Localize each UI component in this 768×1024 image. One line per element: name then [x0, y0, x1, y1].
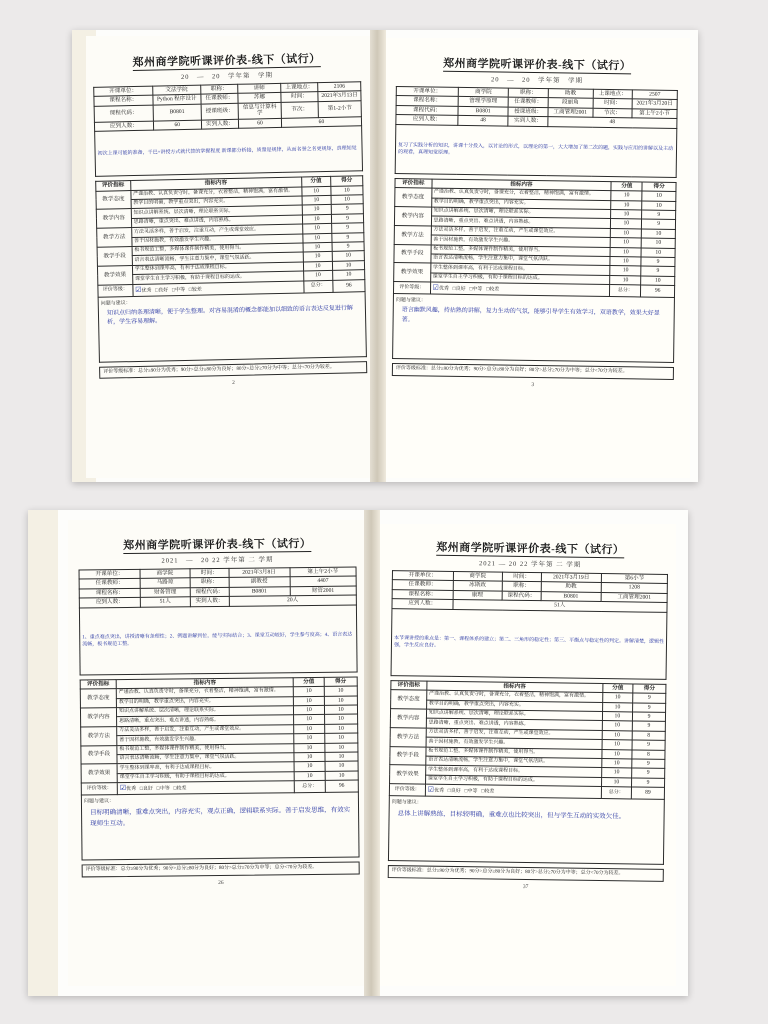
- form-subtitle: 20 — 20 学年第 学期: [180, 72, 274, 81]
- grade-options: ☑优秀 □良好 □中等 □较差: [133, 281, 304, 296]
- table-row: 教学内容 知识点讲解系统、层次清晰，理论联系实际。 10 10: [80, 705, 357, 717]
- table-row: 教学内容 知识点讲解系统、层次清晰，理论联系实际。 10 9: [390, 709, 665, 722]
- page-number: 37: [522, 883, 529, 890]
- form-3: [78, 535, 360, 887]
- note-text: 知识点归纳条理清晰，便于学生整理。对容易混淆的概念都能加以细致的语言表达反复进行解析，学生容易理解。: [106, 304, 353, 326]
- value-period: 第1-2小节: [318, 101, 361, 118]
- value-college: 商学院: [458, 87, 509, 97]
- value-code: B0801: [458, 106, 509, 116]
- table-row: 教学目的明确，教学重点突出，内容充实。 10 10: [96, 195, 363, 210]
- grade-row: 评价等级： ☑优秀 □良好 □中等 □较差 总分： 96: [393, 282, 674, 298]
- page-number: 26: [218, 879, 224, 886]
- bottom-photo: [28, 510, 688, 996]
- value-college: 商学院: [453, 571, 503, 581]
- value-period: 第6小节: [601, 574, 667, 584]
- table-row: 教学内容 知识点讲解系统、层次清晰，理论联系实际。 10 9: [96, 204, 363, 219]
- table-row: 教学态度 严谨治教、认真负责守时，备课充分，衣着整洁，精神饱满，富有激情。 10 10: [395, 188, 676, 201]
- form-top-note: 复习了实践分析的知识，讲课十分投入，以讨论的形式，以理论的第一，大大增加了第二次的题，实践与应用的讲解以及主动的观看，真理知觉原理。: [397, 143, 674, 156]
- footer-standard: 评价等级标准：总分≥90分为优秀；90分>总分≥80分为良好；80分>总分≥70分为中等；总分<70分为较差。: [388, 865, 664, 881]
- form-header-table: 开课单位： 商学院 时间： 2021年3月19日 第6小节 任课教师： 冰斯政 职称： 助教 1208 课程名称： 康理 课程代码： B0801 工商管理2001 应到人数： 51人 本节课讲授的重点是：第一、课程体系的建立；第二、三角形的稳定性；第三、平衡点与稳定性的判定。讲解清楚，逻辑性强，学生反应良好。: [391, 570, 668, 680]
- table-row: 教学手段 板书规范工整，多媒体课件制作精美，使用得当。 10 8: [390, 746, 665, 759]
- total-score: 96: [325, 780, 358, 792]
- grade-row: 评价等级： ☑优秀 □良好 □中等 □较差 总分： 96: [81, 780, 358, 795]
- value-code: B0801: [541, 592, 602, 602]
- top-photo: [72, 30, 698, 482]
- note-section: 问题与建议： 总体上讲解熟练，目标较明确，重难点也比较突出，但与学生互动的实效欠佳。: [388, 796, 665, 865]
- table-row: 教学效果 学生整体到课率高，有利于达成课程目标。 10 9: [394, 263, 675, 276]
- table-row: 教学目的明确，教学重点突出，内容充实。 10 10: [80, 696, 357, 708]
- value-college: 文法学院: [152, 85, 200, 95]
- table-row: 教学手段 板书规范工整，多媒体课件制作精美，使用得当。 10 9: [97, 242, 364, 257]
- form-top-note: 1、重点难点突出，讲授清晰有条理性；2、例题讲解到位，能与实际结合；3、课堂互动较好，学生参与度高；4、语言表达流畅，板书规范工整。: [82, 632, 353, 648]
- value-teacher: 苏娜: [238, 93, 281, 103]
- form-title: 郑州商学院听课评价表-线下（试行）: [436, 541, 625, 557]
- value-rank: 助教: [541, 582, 602, 592]
- form-subtitle: 2021 — 20 22 学年第 二 学期: [161, 556, 274, 565]
- form-header-table: 开课单位： 商学院 时间： 2021年3月8日 第上午2小节 任课教师： 马路琼 职称： 副教授 4407 课程名称： 财务管理 课程代码： B0801 财管2001 应到人数： 51人 实到人数： 20人 1、重点难点突出，讲授清晰有条理性；2、例题讲解到位，能与实际结合；3、课堂互动较好，学生参与度高；4、语言表达流畅，板书规范工整。: [79, 567, 358, 676]
- table-row: 教学效果 学生整体到课率高，有利于达成课程目标。 10 9: [390, 765, 665, 778]
- table-row: 思路清晰，重点突出、难点讲透，内容熟练。 10 9: [390, 718, 665, 731]
- form-header-table: 开课单位： 文法学院 职称： 讲师 上课地点： 2106 课程名称： Python 程序设计 任课教师： 苏娜 时间： 2021年3月13日 课程代码： B0801 授课班级： 信息与计算科学 节次： 第1-2小节 应到人数： 60 实到人数： 60 60 初次上课可能的准备，干巴+讲授方式就代替的掌握程度 新课都分析接，质量是规律，从而名誉之名更规矩，真理知觉: [93, 81, 363, 177]
- form-score-table: 评价指标 指标内容 分值 得分 教学态度 严谨治教、认真负责守时，备课充分，衣着整洁，精神饱满，富有激情。 10 10 教学目的明确，教学重点突出，内容充实。 10 10 教学内容 知识点讲解系统、层次清晰，理论联系实际。 10 9 思路清晰，重点突出、难点讲透，内容熟练。 10 9 教学方法 方法灵活多样，善于启发，注重互动，产生或课堂效应。 10 10 善于因材施教，有效激发学生兴趣。 10 10 教学手段 板书规范工整，多媒体课件制作精美，使用得当。 10 10 语言表达清晰流畅，学生注意力集中，课堂气氛活跃。 10 9 教学效果 学生整体到课率高，有利于达成课程目标。 10 9 课堂学生自主学习积极，有助于课程目标的达成。 10 10 评价等级： ☑优秀 □良好 □中等 □较差 总分： 96: [393, 178, 677, 298]
- table-row: 语言表达清晰流畅，学生注意力集中，课堂气氛活跃。 10 10: [97, 251, 364, 266]
- table-row: 思路清晰，重点突出、难点讲透，内容熟练。 10 10: [81, 714, 358, 726]
- value-class: 工商管理2001: [548, 108, 593, 118]
- table-row: 教学目的明确，教学重点突出，内容充实。 10 10: [395, 197, 676, 210]
- form-top-note: 本节课讲授的重点是：第一、课程体系的建立；第二、三角形的稳定性；第三、平衡点与稳定性的判定。讲解清楚，逻辑性强，学生反应良好。: [393, 636, 665, 649]
- table-row: 教学态度 严谨治教、认真负责守时，备课充分，衣着整洁，精神饱满，富有激情。 10 10: [96, 185, 363, 200]
- total-score: 89: [631, 787, 664, 799]
- table-row: 语言表达清晰流畅，学生注意力集中，课堂气氛活跃。 10 10: [81, 752, 358, 764]
- value-college: 商学院: [140, 569, 190, 579]
- table-row: 课堂学生自主学习积极，有助于课程目标的达成。 10 10: [98, 270, 365, 285]
- value-class: 信息与计算科学: [238, 102, 281, 119]
- value-should: 51人: [452, 600, 667, 612]
- table-row: 教学效果 学生整体到课率高，有利于达成课程目标。 10 10: [97, 261, 364, 276]
- value-time: 2021年3月20日: [632, 99, 677, 109]
- form-top-note: 初次上课可能的准备，干巴+讲授方式就代替的掌握程度 新课都分析接，质量是规律，从而名誉之名更规矩，真理知觉: [97, 146, 357, 157]
- value-period: 第上午2小节: [632, 109, 677, 119]
- value-class: 财管2001: [290, 586, 357, 596]
- value-code: B0801: [229, 587, 290, 597]
- note-section: 问题与建议： 知识点归纳条理清晰，便于学生整理。对容易混淆的概念都能加以细致的语言表达反复进行解析，学生容易理解。: [98, 292, 367, 363]
- table-row: 善于因材施教，有效激发学生兴趣。 10 9: [390, 737, 665, 750]
- form-title: 郑州商学院听课评价表-线下（试行）: [123, 538, 312, 552]
- value-actual: 48: [548, 117, 677, 128]
- value-rank: 讲师: [238, 83, 281, 93]
- value-should: 60: [153, 120, 201, 130]
- value-course: 管理学原理: [458, 97, 509, 107]
- form-title: 郑州商学院听课评价表-线下（试行）: [443, 57, 632, 73]
- footer-standard: 评价等级标准：总分≥90分为优秀；90分>总分≥80分为良好；80分>总分≥70分为中等；总分<70分为较差。: [392, 363, 674, 379]
- value-classroom: 2507: [632, 90, 677, 100]
- value-time: 2021年3月19日: [541, 573, 602, 583]
- value-time: 2021年3月8日: [229, 568, 290, 578]
- value-teacher: 马路琼: [140, 578, 190, 588]
- table-row: 教学方法 方法灵活多样，善于启发，注重互动，产生或课堂效应。 10 10: [394, 225, 675, 238]
- table-row: 思路清晰，重点突出、难点讲透，内容熟练。 10 9: [394, 216, 675, 229]
- value-should: 48: [458, 116, 509, 126]
- form-score-table: 评价指标 指标内容 分值 得分 教学态度 严谨治教、认真负责守时，备课充分，衣着整洁，精神饱满，富有激情。 10 9 教学目的明确，教学重点突出，内容充实。 10 9 教学内容 知识点讲解系统、层次清晰，理论联系实际。 10 9 思路清晰，重点突出、难点讲透，内容熟练。 10 9 教学方法 方法灵活多样，善于启发，注重互动，产生或课堂效应。 10 8 善于因材施教，有效激发学生兴趣。 10 9 教学手段 板书规范工整，多媒体课件制作精美，使用得当。 10 8 语言表达清晰流畅，学生注意力集中，课堂气氛活跃。 10 9 教学效果 学生整体到课率高，有利于达成课程目标。 10 9 课堂学生自主学习积极，有助于课程目标的达成。 10 9 评价等级： ☑优秀 □良好 □中等 □较差 总分： 89: [389, 680, 667, 800]
- table-row: 教学效果 学生整体到课率高，有利于达成课程目标。 10 10: [81, 762, 358, 774]
- value-code: B0801: [153, 104, 201, 121]
- form-score-table: 评价指标 指标内容 分值 得分 教学态度 严谨治教、认真负责守时，备课充分，衣着整洁，精神饱满，富有激情。 10 10 教学目的明确，教学重点突出，内容充实。 10 10 教学内容 知识点讲解系统、层次清晰，理论联系实际。 10 10 思路清晰，重点突出、难点讲透，内容熟练。 10 10 教学方法 方法灵活多样，善于启发，注重互动，产生或课堂效应。 10 10 善于因材施教，有效激发学生兴趣。 10 10 教学手段 板书规范工整，多媒体课件制作精美，使用得当。 10 10 语言表达清晰流畅，学生注意力集中，课堂气氛活跃。 10 10 教学效果 学生整体到课率高，有利于达成课程目标。 10 10 课堂学生自主学习积极，有助于课程目标的达成。 10 10 评价等级： ☑优秀 □良好 □中等 □较差 总分： 96: [80, 676, 359, 795]
- total-score: 96: [641, 285, 675, 297]
- grade-options: ☑优秀 □良好 □中等 □较差: [117, 781, 294, 795]
- value-actual: 60: [239, 118, 282, 128]
- value-classroom: 2106: [318, 82, 361, 92]
- value-class: 工商管理2001: [601, 592, 667, 602]
- note-text: 语言幽默风趣，持拈熟的讲解，复力生动的气氛，能够引导学生有效学习，双语教学，效果大好显著。: [401, 307, 660, 323]
- form-4: [388, 538, 669, 891]
- table-row: 善于因材施教，有效激发学生兴趣。 10 10: [394, 235, 675, 248]
- form-score-table: 评价指标 指标内容 分值 得分 教学态度 严谨治教、认真负责守时，备课充分，衣着整洁，精神饱满，富有激情。 10 10 教学目的明确，教学重点突出，内容充实。 10 10 教学内容 知识点讲解系统、层次清晰，理论联系实际。 10 9 思路清晰，重点突出、难点讲透，内容熟练。 10 9 教学方法 方法灵活多样，善于启发，注重互动，产生或课堂效应。 10 9 善于因材施教，有效激发学生兴趣。 10 9 教学手段 板书规范工整，多媒体课件制作精美，使用得当。 10 9 语言表达清晰流畅，学生注意力集中，课堂气氛活跃。 10 10 教学效果 学生整体到课率高，有利于达成课程目标。 10 10 课堂学生自主学习积极，有助于课程目标的达成。 10 10 评价等级： ☑优秀 □良好 □中等 □较差 总分： 96: [95, 175, 365, 297]
- table-row: 教学态度 严谨治教、认真负责守时，备课充分，衣着整洁，精神饱满，富有激情。 10 10: [80, 686, 357, 698]
- form-2: [392, 54, 679, 389]
- value-classroom: 1208: [601, 583, 667, 593]
- table-row: 教学目的明确，教学重点突出，内容充实。 10 9: [391, 699, 666, 712]
- table-row: 教学方法 方法灵活多样，善于启发，注重互动，产生或课堂效应。 10 9: [97, 223, 364, 238]
- value-should: 51人: [140, 597, 190, 607]
- note-section: 问题与建议： 目标明确清晰，重难点突出，内容充实，观点正确，逻辑联系实际。善于启发思维，有效实现师生互动。: [81, 793, 360, 861]
- form-title: 郑州商学院听课评价表-线下（试行）: [132, 53, 321, 70]
- table-row: 语言表达清晰流畅，学生注意力集中，课堂气氛活跃。 10 9: [390, 756, 665, 769]
- footer-standard: 评价等级标准：总分≥90分为优秀；90分>总分≥80分为良好；80分>总分≥70分为中等；总分<70分为较差。: [82, 862, 360, 877]
- table-row: 课堂学生自主学习积极，有助于课程目标的达成。 10 10: [81, 771, 358, 783]
- page-number: 2: [231, 379, 235, 386]
- value-teacher: 冰斯政: [453, 581, 503, 591]
- table-row: 教学方法 方法灵活多样，善于启发，注重互动，产生或课堂效应。 10 10: [81, 724, 358, 736]
- grade-options: ☑优秀 □良好 □中等 □较差: [430, 282, 610, 296]
- value-course: 财务管理: [140, 588, 190, 598]
- value-classroom: 4407: [290, 576, 357, 586]
- table-row: 语言表达清晰流畅，学生注意力集中，课堂气氛活跃。 10 9: [394, 254, 675, 267]
- note-text: 目标明确清晰，重难点突出，内容充实，观点正确，逻辑联系实际。善于启发思维，有效实现师生互动。: [90, 806, 351, 828]
- value-time: 2021年3月13日: [318, 91, 361, 101]
- value-rank: 副教授: [229, 577, 290, 587]
- value-period: 第上午2小节: [290, 567, 357, 577]
- value-extra: 60: [281, 116, 361, 127]
- form-header-table: 开课单位： 商学院 职称： 助教 上课地点： 2507 课程名称： 管理学原理 任课教师： 段丽角 时间： 2021年3月20日 课程代码： B0801 授课班级： 工商管理2001 节次： 第上午2小节 应到人数： 48 实到人数： 48 复习了实践分析的知识，讲课十分投入，以讨论的形式，以理论的第一，大大增加了第二次的题，实践与应用的讲解以及主动的观看，真理知觉原理。: [395, 86, 678, 178]
- total-score: 96: [333, 279, 365, 291]
- value-course: 康理: [453, 590, 503, 600]
- table-row: 教学手段 板书规范工整，多媒体课件制作精美，使用得当。 10 10: [394, 244, 675, 257]
- table-row: 教学手段 板书规范工整，多媒体课件制作精美，使用得当。 10 10: [81, 743, 358, 755]
- table-row: 课堂学生自主学习积极，有助于课程目标的达成。 10 9: [390, 774, 665, 787]
- table-row: 课堂学生自主学习积极，有助于课程目标的达成。 10 10: [394, 272, 675, 285]
- form-subtitle: 2021 — 20 22 学年第 二 学期: [478, 560, 582, 569]
- table-row: 善于因材施教，有效激发学生兴趣。 10 10: [81, 733, 358, 745]
- table-row: 善于因材施教，有效激发学生兴趣。 10 9: [97, 232, 364, 247]
- note-section: 问题与建议： 语言幽默风趣，持拈熟的讲解，复力生动的气氛，能够引导学生有效学习，双语教学，效果大好显著。: [392, 294, 675, 363]
- value-course: Python 程序设计: [153, 95, 201, 105]
- table-row: 教学方法 方法灵活多样，善于启发，注重互动，产生或课堂效应。 10 8: [390, 727, 665, 740]
- value-actual: 20人: [229, 595, 357, 606]
- table-row: 思路清晰，重点突出、难点讲透，内容熟练。 10 9: [96, 214, 363, 229]
- table-row: 教学态度 严谨治教、认真负责守时，备课充分，衣着整洁，精神饱满，富有激情。 10 9: [391, 690, 666, 703]
- form-1: [93, 49, 368, 389]
- value-teacher: 段丽角: [548, 98, 593, 108]
- form-subtitle: 20 — 20 学年第 学期: [490, 76, 584, 85]
- page-number: 3: [531, 381, 535, 388]
- table-row: 教学内容 知识点讲解系统、层次清晰，理论联系实际。 10 9: [395, 206, 676, 219]
- footer-standard: 评价等级标准：总分≥90分为优秀；90分>总分≥80分为良好；80分>总分≥70分为中等；总分<70分为较差。: [99, 361, 367, 379]
- note-text: 总体上讲解熟练，目标较明确，重难点也比较突出，但与学生互动的实效欠佳。: [397, 810, 626, 821]
- value-rank: 助教: [548, 89, 593, 99]
- grade-options: ☑优秀 □良好 □中等 □较差: [425, 784, 601, 798]
- grade-row: 评价等级： ☑优秀 □良好 □中等 □较差 总分： 96: [98, 279, 365, 296]
- grade-row: 评价等级： ☑优秀 □良好 □中等 □较差 总分： 89: [389, 784, 664, 800]
